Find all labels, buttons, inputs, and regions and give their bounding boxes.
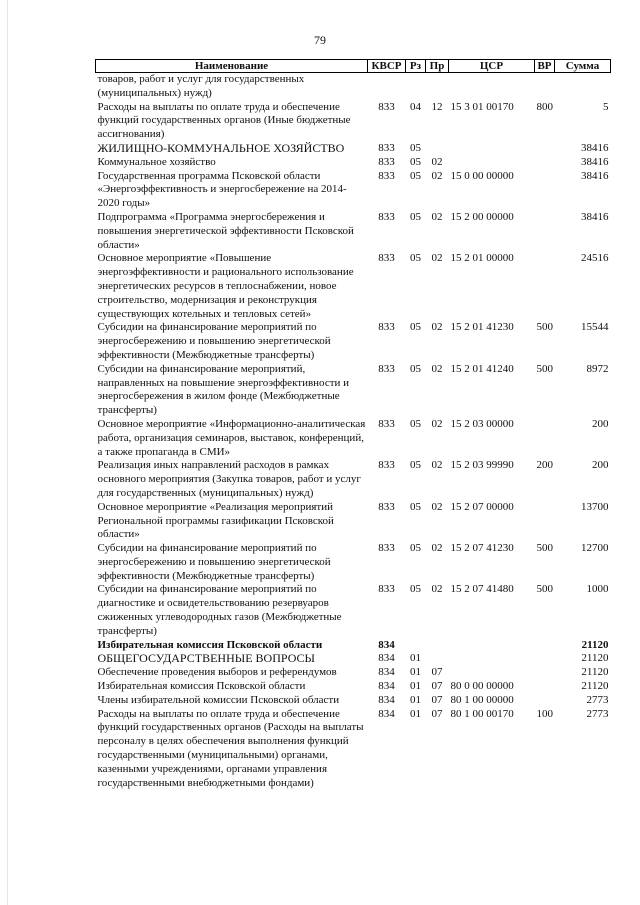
table-row <box>96 170 611 211</box>
cell-vr <box>535 211 555 252</box>
cell-sum: 12700 <box>581 542 609 555</box>
cell-rz: 05 <box>410 500 421 513</box>
cell-csr: 15 2 01 00000 <box>450 252 514 265</box>
cell-kvsr: 833 <box>378 141 395 154</box>
cell-name: Субсидии на финансирование мероприятий по диагностике и освидетельствованию резервуаров сжиженных углеводородных газов (Межбюджетные трансферты) <box>97 583 342 637</box>
cell-csr: 15 2 00 00000 <box>450 210 514 223</box>
cell-name: Коммунальное хозяйство <box>97 155 216 168</box>
cell-vr <box>535 680 555 694</box>
cell-name: товаров, работ и услуг для государственных (муниципальных) нужд) <box>97 73 305 99</box>
table-row <box>96 418 611 459</box>
cell-name: Расходы на выплаты по оплате труда и обеспечение функций государственных органов (Расходы на выплаты персоналу в целях обеспечения выполнения функций государственными (муниципальными) органами, казенными учреждениями, органами управления государственными внебюджетными фондами) <box>97 707 364 789</box>
cell-sum: 2773 <box>586 693 609 706</box>
cell-rz <box>406 639 426 653</box>
cell-vr: 800 <box>536 100 553 113</box>
cell-pr: 02 <box>431 155 443 168</box>
cell-rz: 05 <box>410 417 421 430</box>
cell-kvsr: 834 <box>378 638 395 651</box>
cell-csr: 80 1 00 00000 <box>450 693 514 706</box>
cell-pr: 07 <box>431 707 443 720</box>
cell-csr <box>449 666 535 680</box>
cell-pr: 02 <box>431 321 443 334</box>
cell-sum: 5 <box>603 100 609 113</box>
cell-sum: 15544 <box>581 321 609 334</box>
cell-rz: 01 <box>410 707 421 720</box>
header-vr: ВР <box>535 60 555 73</box>
cell-rz: 01 <box>410 666 421 679</box>
cell-csr <box>449 142 535 156</box>
header-kvsr: КВСР <box>368 60 406 73</box>
header-rz: Рз <box>406 60 426 73</box>
cell-name: Члены избирательной комиссии Псковской области <box>97 693 340 706</box>
cell-vr: 500 <box>536 362 553 375</box>
cell-kvsr: 834 <box>378 707 395 720</box>
cell-kvsr <box>368 73 406 101</box>
cell-vr <box>535 501 555 542</box>
cell-csr <box>449 639 535 653</box>
table-row <box>96 363 611 418</box>
cell-name: Подпрограмма «Программа энергосбережения и повышения энергетической эффективности Псковской области» <box>97 210 354 251</box>
cell-rz: 05 <box>410 169 421 182</box>
cell-pr <box>426 142 449 156</box>
cell-name: Обеспечение проведения выборов и референдумов <box>97 666 337 679</box>
cell-csr: 15 2 03 00000 <box>450 417 514 430</box>
cell-kvsr: 833 <box>378 155 395 168</box>
cell-kvsr: 833 <box>378 500 395 513</box>
table-row <box>96 252 611 321</box>
cell-pr: 12 <box>431 100 443 113</box>
cell-pr: 07 <box>431 680 443 693</box>
cell-csr: 15 2 03 99990 <box>450 459 514 472</box>
cell-rz: 01 <box>410 693 421 706</box>
cell-name: Основное мероприятие «Информационно-аналитическая работа, организация семинаров, выставок, конференций, а также пропаганда в СМИ» <box>97 417 366 458</box>
cell-sum: 1000 <box>586 583 609 596</box>
cell-vr <box>535 652 555 666</box>
table-row <box>96 694 611 708</box>
cell-vr: 200 <box>536 459 553 472</box>
cell-csr: 80 1 00 00170 <box>450 707 514 720</box>
cell-vr <box>535 666 555 680</box>
table-row <box>96 666 611 680</box>
cell-vr <box>535 73 555 101</box>
cell-csr: 15 0 00 00000 <box>450 169 514 182</box>
cell-kvsr: 833 <box>378 417 395 430</box>
cell-kvsr: 834 <box>378 693 395 706</box>
cell-kvsr: 834 <box>378 666 395 679</box>
cell-pr: 02 <box>431 583 443 596</box>
cell-vr: 500 <box>536 583 553 596</box>
cell-vr: 500 <box>536 542 553 555</box>
table-row <box>96 211 611 252</box>
cell-rz: 05 <box>410 252 421 265</box>
cell-rz: 05 <box>410 583 421 596</box>
cell-name: Основное мероприятие «Повышение энергоэффективности и рационального использование энергетических ресурсов в теплоснабжении, новое строительство, модернизация и реконструкция существующих котельных и тепловых сетей» <box>97 252 354 320</box>
cell-pr <box>426 652 449 666</box>
cell-rz: 05 <box>410 321 421 334</box>
table-row <box>96 321 611 362</box>
cell-csr <box>449 73 535 101</box>
cell-pr <box>426 639 449 653</box>
cell-pr: 07 <box>431 666 443 679</box>
cell-pr: 02 <box>431 169 443 182</box>
cell-kvsr: 834 <box>378 680 395 693</box>
cell-kvsr: 833 <box>378 362 395 375</box>
table-row <box>96 459 611 500</box>
cell-name: Субсидии на финансирование мероприятий, направленных на повышение энергоэффективности и энергосбережения в жилом фонде (Межбюджетные трансферты) <box>97 362 350 417</box>
table-row <box>96 680 611 694</box>
cell-pr: 07 <box>431 693 443 706</box>
cell-vr: 100 <box>536 707 553 720</box>
cell-csr: 15 2 07 41230 <box>450 542 514 555</box>
cell-csr: 15 3 01 00170 <box>450 100 514 113</box>
cell-sum: 21120 <box>581 680 609 693</box>
cell-name: Субсидии на финансирование мероприятий по энергосбережению и повышению энергетической эффективности (Межбюджетные трансферты) <box>97 542 331 582</box>
cell-rz: 05 <box>410 459 421 472</box>
cell-pr: 02 <box>431 542 443 555</box>
cell-name: Государственная программа Псковской области «Энергоэффективность и энергосбережение на 2014-2020 годы» <box>97 169 347 210</box>
table-row <box>96 708 611 791</box>
table-row <box>96 639 611 653</box>
table-header-row <box>96 60 611 73</box>
table-row <box>96 583 611 638</box>
page-number: 79 <box>314 33 326 47</box>
cell-sum <box>555 73 611 101</box>
scan-edge <box>7 0 8 905</box>
cell-csr: 80 0 00 00000 <box>450 680 514 693</box>
cell-kvsr: 833 <box>378 321 395 334</box>
cell-rz: 01 <box>410 652 421 665</box>
cell-name: Расходы на выплаты по оплате труда и обеспечение функций государственных органов (Иные бюджетные ассигнования) <box>97 100 351 141</box>
cell-rz: 04 <box>410 100 421 113</box>
cell-vr <box>535 694 555 708</box>
cell-vr <box>535 142 555 156</box>
table-row <box>96 501 611 542</box>
cell-sum: 21120 <box>581 638 609 651</box>
cell-sum: 2773 <box>586 707 609 720</box>
cell-kvsr: 833 <box>378 100 395 113</box>
cell-sum: 38416 <box>581 155 609 168</box>
cell-name: Основное мероприятие «Реализация мероприятий Региональной программы газификации Псковской области» <box>97 500 334 541</box>
cell-pr: 02 <box>431 500 443 513</box>
header-name: Наименование <box>96 60 368 73</box>
table-row <box>96 652 611 666</box>
cell-csr: 15 2 07 41480 <box>450 583 514 596</box>
cell-name: Реализация иных направлений расходов в рамках основного мероприятия (Закупка товаров, работ и услуг для государственных (муниципальных) нужд) <box>97 459 361 499</box>
cell-vr <box>535 170 555 211</box>
cell-name: Субсидии на финансирование мероприятий по энергосбережению и повышению энергетической эффективности (Межбюджетные трансферты) <box>97 321 331 361</box>
cell-name: Избирательная комиссия Псковской области <box>97 638 323 651</box>
cell-sum: 13700 <box>581 500 609 513</box>
cell-sum: 200 <box>592 417 609 430</box>
cell-rz <box>406 73 426 101</box>
header-sum: Сумма <box>555 60 611 73</box>
cell-rz: 01 <box>410 680 421 693</box>
cell-csr: 15 2 01 41230 <box>450 321 514 334</box>
cell-rz: 05 <box>410 155 421 168</box>
cell-sum: 38416 <box>581 169 609 182</box>
cell-sum: 38416 <box>581 210 609 223</box>
cell-vr <box>535 156 555 170</box>
table-row <box>96 73 611 101</box>
cell-sum: 21120 <box>581 666 609 679</box>
cell-sum: 38416 <box>581 141 609 154</box>
cell-kvsr: 833 <box>378 459 395 472</box>
cell-rz: 05 <box>410 362 421 375</box>
cell-vr <box>535 418 555 459</box>
cell-vr <box>535 639 555 653</box>
table-row <box>96 542 611 583</box>
cell-pr: 02 <box>431 252 443 265</box>
table-row <box>96 101 611 142</box>
cell-csr: 15 2 01 41240 <box>450 362 514 375</box>
cell-kvsr: 833 <box>378 252 395 265</box>
table-row <box>96 142 611 156</box>
cell-name: ОБЩЕГОСУДАРСТВЕННЫЕ ВОПРОСЫ <box>97 651 315 666</box>
cell-rz: 05 <box>410 210 421 223</box>
cell-pr: 02 <box>431 210 443 223</box>
cell-pr: 02 <box>431 459 443 472</box>
cell-csr <box>449 156 535 170</box>
cell-vr: 500 <box>536 321 553 334</box>
cell-kvsr: 833 <box>378 210 395 223</box>
cell-csr <box>449 652 535 666</box>
cell-rz: 05 <box>410 141 421 154</box>
table-row <box>96 156 611 170</box>
cell-pr: 02 <box>431 362 443 375</box>
cell-name: ЖИЛИЩНО-КОММУНАЛЬНОЕ ХОЗЯЙСТВО <box>97 140 345 155</box>
header-pr: Пр <box>426 60 449 73</box>
cell-pr <box>426 73 449 101</box>
cell-sum: 200 <box>592 459 609 472</box>
cell-pr: 02 <box>431 417 443 430</box>
cell-sum: 24516 <box>581 252 609 265</box>
cell-rz: 05 <box>410 542 421 555</box>
cell-vr <box>535 252 555 321</box>
cell-kvsr: 834 <box>378 652 395 665</box>
cell-sum: 8972 <box>586 362 609 375</box>
header-csr: ЦСР <box>449 60 535 73</box>
cell-sum: 21120 <box>581 652 609 665</box>
cell-kvsr: 833 <box>378 583 395 596</box>
budget-table <box>95 59 611 790</box>
cell-csr: 15 2 07 00000 <box>450 500 514 513</box>
cell-kvsr: 833 <box>378 542 395 555</box>
table-body <box>96 73 611 791</box>
cell-kvsr: 833 <box>378 169 395 182</box>
cell-name: Избирательная комиссия Псковской области <box>97 680 306 693</box>
